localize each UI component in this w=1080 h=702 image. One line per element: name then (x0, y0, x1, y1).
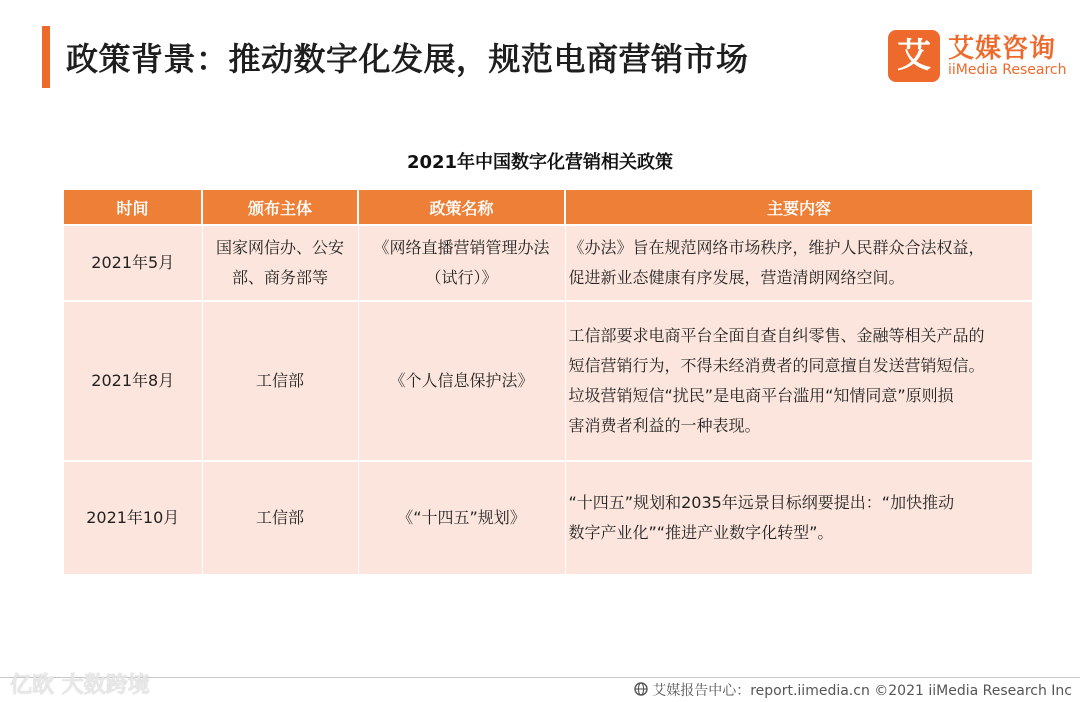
footer-source-text: 艾媒报告中心：report.iimedia.cn ©2021 iiMedia Research Inc (652, 683, 1072, 699)
policy-table (64, 190, 1032, 574)
cell-content (565, 461, 1032, 574)
logo-name-en: iiMedia Research (948, 62, 1067, 78)
column-header-time: 时间 (64, 190, 202, 225)
cell-line: 工信部要求电商平台全面自查自纠零售、金融等相关产品的 (568, 326, 985, 345)
column-header-policy: 政策名称 (358, 190, 565, 225)
cell-line: 《个人信息保护法》 (389, 371, 534, 390)
cell-policy (358, 461, 565, 574)
cell-time: 2021年10月 (64, 461, 202, 574)
cell-line: “十四五”规划和2035年远景目标纲要提出：“加快推动 (568, 493, 955, 512)
column-header-content: 主要内容 (565, 190, 1032, 225)
footer-divider (0, 677, 1080, 678)
footer-source (634, 680, 1072, 700)
cell-line: 国家网信办、公安 (215, 238, 344, 257)
cell-line: 垃圾营销短信“扰民”是电商平台滥用“知情同意”原则损 (568, 386, 954, 405)
cell-line: 害消费者利益的一种表现。 (568, 416, 761, 435)
watermark: 亿欧 大数跨境 (10, 673, 150, 698)
cell-line: 《“十四五”规划》 (397, 508, 526, 527)
page-title: 政策背景：推动数字化发展，规范电商营销市场 (66, 40, 749, 78)
cell-time: 2021年5月 (64, 225, 202, 301)
logo-name-cn: 艾媒咨询 (948, 34, 1057, 64)
logo-mark-glyph: 艾 (897, 36, 931, 76)
cell-line: 促进新业态健康有序发展，营造清朗网络空间。 (568, 268, 905, 287)
table-header-row (64, 190, 1032, 225)
cell-line: 工信部 (255, 371, 304, 390)
cell-line: 工信部 (255, 508, 304, 527)
cell-issuer (202, 225, 358, 301)
logo-mark (888, 30, 940, 82)
globe-icon (634, 682, 648, 700)
cell-line: 《办法》旨在规范网络市场秩序，维护人民群众合法权益， (568, 238, 985, 257)
cell-policy (358, 225, 565, 301)
cell-issuer (202, 461, 358, 574)
cell-line: 短信营销行为，不得未经消费者的同意擅自发送营销短信。 (568, 356, 985, 375)
cell-policy (358, 301, 565, 461)
title-accent-bar (42, 26, 50, 88)
cell-line: （试行）》 (425, 268, 498, 287)
cell-content (565, 225, 1032, 301)
cell-content (565, 301, 1032, 461)
cell-line: 部、商务部等 (231, 268, 328, 287)
cell-line: 《网络直播营销管理办法 (373, 238, 550, 257)
column-header-issuer: 颁布主体 (202, 190, 358, 225)
cell-time: 2021年8月 (64, 301, 202, 461)
cell-line: 数字产业化”“推进产业数字化转型”。 (568, 523, 834, 542)
table-row (64, 461, 1032, 574)
cell-issuer (202, 301, 358, 461)
table-row (64, 225, 1032, 301)
iimedia-logo (888, 28, 1068, 84)
table-title: 2021年中国数字化营销相关政策 (406, 152, 674, 173)
table-row (64, 301, 1032, 461)
